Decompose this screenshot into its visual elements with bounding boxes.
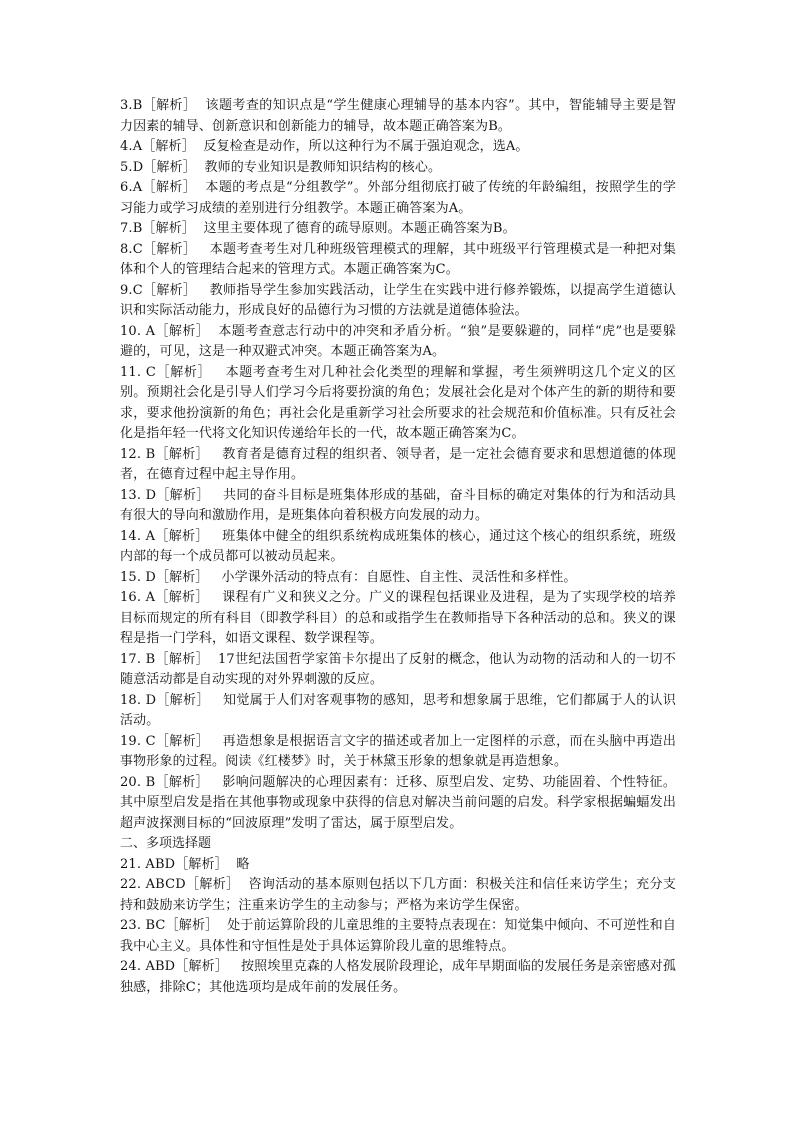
analysis-tag: ［解析］ (155, 733, 210, 749)
answer-item-17 (120, 650, 676, 691)
analysis-text: 本题考查意志行动中的冲突和矛盾分析。“狼”是要躲避的，同样“虎”也是要躲避的，可见，这是一种双避式冲突。本题正确答案为A。 (120, 323, 676, 359)
answer-item-21 (120, 855, 676, 876)
analysis-tag: ［解析］ (142, 139, 195, 154)
answer-item-20 (120, 773, 676, 835)
answer-number: 20. B (120, 774, 156, 790)
analysis-tag: ［解析］ (175, 959, 229, 974)
analysis-text: 共同的奋斗目标是班集体形成的基础，奋斗目标的确定对集体的行为和活动具有很大的导向和激励作用，是班集体向着积极方向发展的动力。 (120, 487, 676, 523)
analysis-text: 本题的考点是“分组教学”。外部分组彻底打破了传统的年龄编组，按照学生的学习能力或学习成绩的差别进行分组教学。本题正确答案为A。 (120, 180, 676, 216)
answer-item-16 (120, 588, 676, 650)
analysis-tag: ［解析］ (142, 282, 197, 298)
analysis-text: 本题考查考生对几种社会化类型的理解和掌握，考生须辨明这几个定义的区别。预期社会化是引导人们学习今后将要扮演的角色；发展社会化是对个体产生的新的期待和要求，要求他扮演新的角色；再社会化是重新学习社会所要求的社会规范和价值标准。只有反社会化是指年轻一代将文化知识传递给年长的一代，故本题正确答案为C。 (120, 364, 676, 441)
analysis-text: 班集体中健全的组织系统构成班集体的核心，通过这个核心的组织系统，班级内部的每一个成员都可以被动员起来。 (120, 528, 676, 564)
analysis-tag: ［解析］ (155, 774, 209, 790)
answer-explanations-page (120, 96, 676, 998)
analysis-tag: ［解析］ (155, 446, 209, 462)
analysis-tag: ［解析］ (155, 651, 210, 667)
answer-number: 5.D (120, 159, 144, 175)
answer-item-19 (120, 732, 676, 773)
analysis-tag: ［解析］ (143, 159, 196, 175)
answer-item-10 (120, 322, 676, 363)
answer-number: 6.A (120, 180, 143, 195)
analysis-text: 反复检查是动作，所以这种行为不属于强迫观念，选A。 (203, 139, 529, 154)
analysis-tag: ［解析］ (142, 98, 197, 113)
answer-number: 23. BC (120, 918, 166, 933)
analysis-text: 再造想象是根据语言文字的描述或者加上一定图样的示意，而在头脑中再造出事物形象的过程。阅读《红楼梦》时，关于林黛玉形象的想象就是再造想象。 (120, 733, 676, 769)
answer-number: 9.C (120, 282, 143, 298)
answer-number: 12. B (120, 446, 156, 462)
answer-number: 11. C (120, 364, 157, 380)
answer-number: 7.B (120, 221, 143, 236)
analysis-text: 按照埃里克森的人格发展阶段理论，成年早期面临的发展任务是亲密感对孤独感，排除C；其他选项均是成年前的发展任务。 (120, 959, 676, 995)
answer-number: 17. B (120, 651, 156, 667)
answer-number: 8.C (120, 241, 143, 257)
analysis-text: 17世纪法国哲学家笛卡尔提出了反射的概念，他认为动物的活动和人的一切不随意活动都是自动实现的对外界刺激的反应。 (120, 651, 676, 687)
analysis-tag: ［解析］ (155, 528, 209, 544)
analysis-tag: ［解析］ (155, 323, 210, 339)
analysis-text: 教育者是德育过程的组织者、领导者，是一定社会德育要求和思想道德的体现者，在德育过程中起主导作用。 (120, 446, 676, 482)
answer-item-23 (120, 916, 676, 957)
answer-item-3 (120, 96, 676, 137)
analysis-tag: ［解析］ (155, 590, 209, 605)
analysis-text: 课程有广义和狭义之分。广义的课程包括课业及进程，是为了实现学校的培养目标而规定的所有科目（即教学科目）的总和或指学生在教师指导下各种活动的总和。狭义的课程是指一门学科，如语文课程、数学课程等。 (120, 590, 676, 646)
single-choice-answers (120, 96, 676, 834)
answer-number: 13. D (120, 487, 157, 503)
answer-item-18 (120, 691, 676, 732)
analysis-tag: ［解析］ (185, 877, 240, 892)
answer-number: 3.B (120, 98, 143, 113)
analysis-text: 教师指导学生参加实践活动，让学生在实践中进行修养锻炼，以提高学生道德认识和实际活动能力，形成良好的品德行为习惯的方法就是道德体验法。 (120, 282, 676, 318)
analysis-tag: ［解析］ (156, 364, 212, 380)
answer-number: 18. D (120, 692, 157, 708)
answer-item-11 (120, 363, 676, 445)
answer-item-15 (120, 568, 676, 589)
answer-number: 10. A (120, 323, 156, 339)
analysis-text: 该题考查的知识点是“学生健康心理辅导的基本内容”。其中，智能辅导主要是智力因素的辅导、创新意识和创新能力的辅导，故本题正确答案为B。 (120, 98, 676, 134)
analysis-tag: ［解析］ (156, 487, 210, 503)
answer-item-13 (120, 486, 676, 527)
answer-item-8 (120, 240, 676, 281)
answer-number: 4.A (120, 139, 143, 154)
analysis-text: 本题考查考生对几种班级管理模式的理解，其中班级平行管理模式是一种把对集体和个人的管理结合起来的管理方式。本题正确答案为C。 (120, 241, 676, 277)
analysis-tag: ［解析］ (142, 241, 197, 257)
multiple-choice-answers (120, 855, 676, 999)
analysis-text: 知觉属于人们对客观事物的感知，思考和想象属于思维，它们都属于人的认识活动。 (120, 692, 676, 728)
answer-item-7 (120, 219, 676, 240)
answer-number: 19. C (120, 733, 156, 749)
answer-item-24 (120, 957, 676, 998)
analysis-text: 咨询活动的基本原则包括以下几方面：积极关注和信任来访学生；充分支持和鼓励来访学生；注重来访学生的主动参与；严格为来访学生保密。 (120, 877, 676, 913)
section-heading-multiple-choice: 二、多项选择题 (120, 836, 212, 851)
answer-number: 16. A (120, 590, 156, 605)
analysis-tag: ［解析］ (142, 221, 196, 236)
answer-number: 14. A (120, 528, 156, 544)
answer-item-4 (120, 137, 676, 158)
analysis-text: 影响问题解决的心理因素有：迁移、原型启发、定势、功能固着、个性特征。其中原型启发是指在其他事物或现象中获得的信息对解决当前问题的启发。科学家根据蝙蝠发出超声波探测目标的“回波原理”发明了雷达，属于原型启发。 (120, 774, 676, 831)
answer-number: 22. ABCD (120, 877, 186, 892)
answer-number: 15. D (120, 569, 156, 585)
analysis-text: 这里主要体现了德育的疏导原则。本题正确答案为B。 (203, 221, 516, 236)
analysis-tag: ［解析］ (155, 569, 209, 585)
answer-number: 21. ABD (120, 856, 176, 872)
analysis-text: 略 (236, 856, 250, 872)
analysis-text: 处于前运算阶段的儿童思维的主要特点表现在：知觉集中倾向、不可逆性和自我中心主义。具体性和守恒性是处于具体运算阶段儿童的思维特点。 (120, 918, 676, 954)
answer-item-9 (120, 281, 676, 322)
analysis-tag: ［解析］ (156, 692, 210, 708)
analysis-tag: ［解析］ (175, 856, 228, 872)
analysis-tag: ［解析］ (142, 180, 197, 195)
answer-item-22 (120, 875, 676, 916)
answer-number: 24. ABD (120, 959, 176, 974)
analysis-text: 小学课外活动的特点有：自愿性、自主性、灵活性和多样性。 (217, 569, 577, 585)
analysis-tag: ［解析］ (165, 918, 219, 933)
answer-item-12 (120, 445, 676, 486)
answer-item-5 (120, 158, 676, 179)
answer-item-6 (120, 178, 676, 219)
answer-item-14 (120, 527, 676, 568)
analysis-text: 教师的专业知识是教师知识结构的核心。 (204, 159, 442, 175)
